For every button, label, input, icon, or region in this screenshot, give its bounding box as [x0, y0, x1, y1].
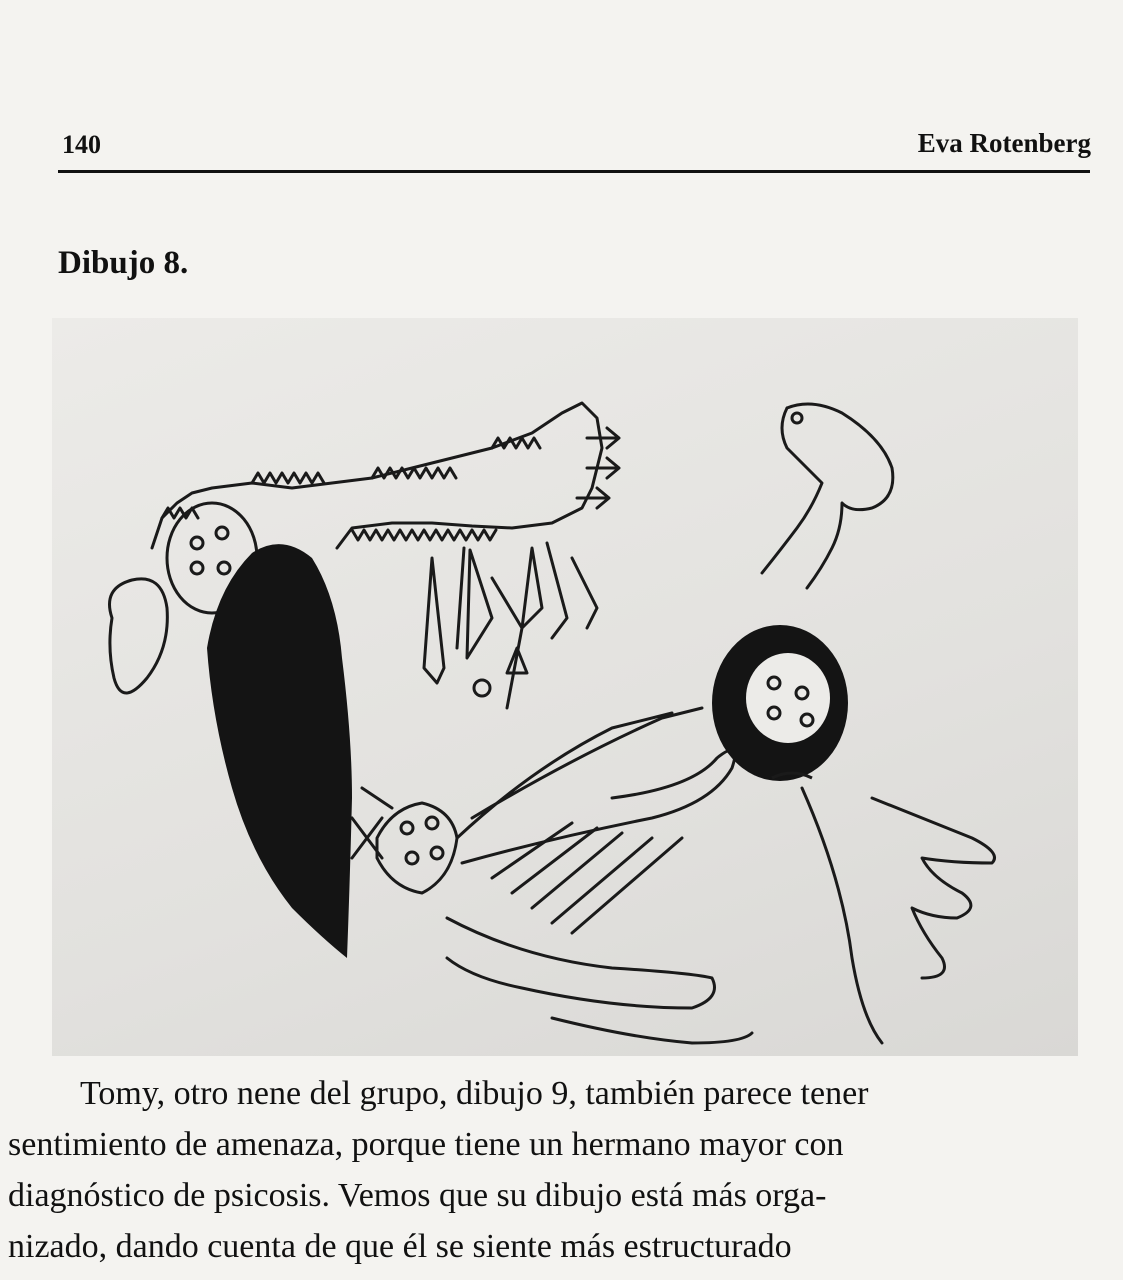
page-number: 140	[62, 130, 101, 159]
header-rule	[58, 170, 1090, 173]
child-drawing-figure	[52, 318, 1078, 1056]
paragraph-line: Tomy, otro nene del grupo, dibujo 9, también parece tener	[80, 1075, 869, 1112]
drawing-illustration	[52, 318, 1078, 1056]
paragraph-line: sentimiento de amenaza, porque tiene un hermano mayor con	[8, 1126, 844, 1163]
author-name: Eva Rotenberg	[917, 128, 1091, 158]
body-paragraph	[0, 1068, 1123, 1272]
figure-title: Dibujo 8.	[58, 245, 189, 281]
paragraph-line: nizado, dando cuenta de que él se siente más estructurado	[8, 1228, 792, 1265]
paragraph-line: diagnóstico de psicosis. Vemos que su dibujo está más orga-	[8, 1177, 827, 1214]
